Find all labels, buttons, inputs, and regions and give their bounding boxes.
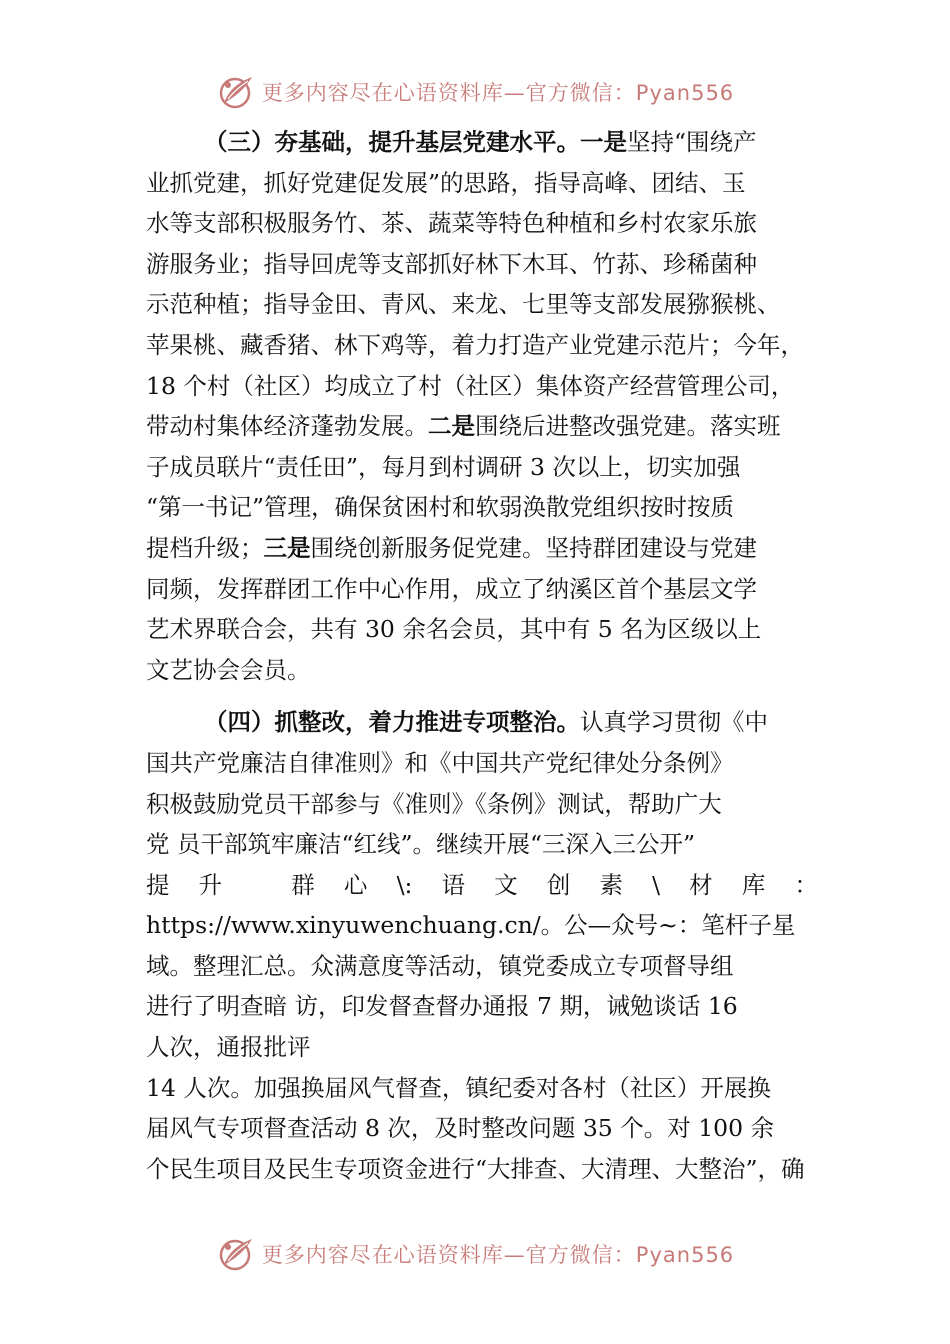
lead-marker: 一是 — [580, 128, 627, 156]
leaf-emblem-icon — [216, 1235, 256, 1273]
paragraph-line: 党 员干部筑牢廉洁“红线”。继续开展“三深入三公开” — [146, 830, 696, 859]
paragraph-line: （四）抓整改，着力推进专项整治。认真学习贯彻《中 — [204, 708, 768, 737]
paragraph-line: 业抓党建，抓好党建促发展”的思路，指导高峰、团结、玉 — [146, 168, 746, 197]
leaf-emblem-icon — [216, 73, 256, 111]
paragraph-line: 进行了明查暗 访，印发督查督办通报 7 期，诫勉谈话 16 — [146, 992, 738, 1021]
spaced-line: 提 升 群 心 \: 语 文 创 素 \ 材 库 ： — [146, 870, 818, 899]
paragraph-line: “第一书记”管理，确保贫困村和软弱涣散党组织按时按质 — [146, 493, 735, 522]
paragraph-line: 届风气专项督查活动 8 次，及时整改问题 35 个。对 100 余 — [146, 1114, 775, 1143]
watermark-text: 更多内容尽在心语资料库—官方微信：Pyan556 — [261, 1243, 735, 1267]
watermark-banner-top — [0, 70, 950, 114]
paragraph-line: 同频，发挥群团工作中心作用，成立了纳溪区首个基层文学 — [146, 574, 757, 603]
paragraph-line: 积极鼓励党员干部参与《准则》《条例》测试，帮助广大 — [146, 789, 722, 818]
paragraph-line: https://www.xinyuwenchuang.cn/。公—众号~：笔杆子星 — [146, 911, 796, 940]
paragraph-line: 子成员联片“责任田”，每月到村调研 3 次以上，切实加强 — [146, 452, 741, 481]
lead-marker: 二是 — [428, 412, 475, 441]
paragraph-line: 人次，通报批评 — [146, 1033, 311, 1062]
section-heading: （三）夯基础，提升基层党建水平。 — [204, 128, 580, 156]
lead-marker: 三是 — [263, 533, 311, 562]
paragraph-line: 示范种植；指导金田、青风、来龙、七里等支部发展猕猴桃、 — [146, 290, 781, 319]
paragraph-line: 提档升级；三是围绕创新服务促党建。坚持群团建设与党建 — [146, 533, 757, 562]
paragraph-line: （三）夯基础，提升基层党建水平。一是坚持“围绕产 — [204, 128, 757, 156]
paragraph-line: 带动村集体经济蓬勃发展。二是围绕后进整改强党建。落实班 — [146, 412, 781, 441]
watermark-text: 更多内容尽在心语资料库—官方微信：Pyan556 — [261, 81, 735, 105]
paragraph-line: 国共产党廉洁自律准则》和《中国共产党纪律处分条例》 — [146, 748, 734, 777]
paragraph-line: 艺术界联合会，共有 30 余名会员，其中有 5 名为区级以上 — [146, 615, 762, 644]
paragraph-line: 域。整理汇总。众满意度等活动，镇党委成立专项督导组 — [146, 951, 734, 980]
paragraph-line: 18 个村（社区）均成立了村（社区）集体资产经营管理公司， — [146, 371, 795, 400]
paragraph-line: 文艺协会会员。 — [146, 655, 311, 684]
paragraph-line: 个民生项目及民生专项资金进行“大排查、大清理、大整治”，确 — [146, 1154, 805, 1183]
document-body — [146, 122, 818, 1189]
section-heading: （四）抓整改，着力推进专项整治。 — [204, 708, 580, 737]
paragraph-line: 14 人次。加强换届风气督查，镇纪委对各村（社区）开展换 — [146, 1073, 771, 1102]
paragraph-line: 苹果桃、藏香猪、林下鸡等，着力打造产业党建示范片；今年， — [146, 330, 804, 359]
paragraph-line: 游服务业；指导回虎等支部抓好林下木耳、竹荪、珍稀菌种 — [146, 249, 757, 278]
paragraph-line: 水等支部积极服务竹、茶、蔬菜等特色种植和乡村农家乐旅 — [146, 209, 757, 238]
watermark-banner-bottom — [0, 1232, 950, 1276]
